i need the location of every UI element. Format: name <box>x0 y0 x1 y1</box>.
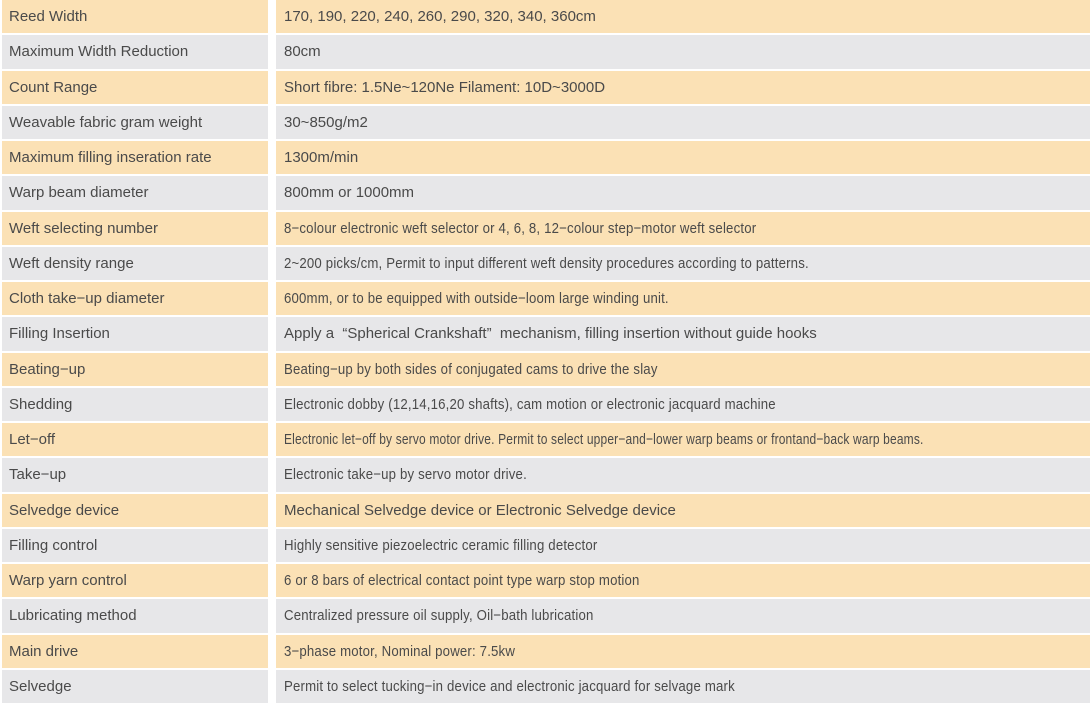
spec-value: Short fibre: 1.5Ne~120Ne Filament: 10D~3000D <box>284 78 606 96</box>
spec-value-cell <box>276 106 1090 139</box>
spec-label: Warp beam diameter <box>9 184 149 202</box>
table-row <box>0 670 1090 703</box>
spec-value: 6 or 8 bars of electrical contact point type warp stop motion <box>284 572 640 590</box>
table-row <box>0 423 1090 456</box>
spec-label-cell <box>2 388 268 421</box>
column-divider <box>268 458 276 491</box>
spec-label-cell <box>2 0 268 33</box>
spec-label: Lubricating method <box>9 607 137 625</box>
spec-value-cell <box>276 635 1090 668</box>
column-divider <box>268 529 276 562</box>
spec-label-cell <box>2 35 268 68</box>
spec-value: Beating−up by both sides of conjugated cams to drive the slay <box>284 360 658 378</box>
spec-label-cell <box>2 106 268 139</box>
spec-value: Electronic take−up by servo motor drive. <box>284 466 527 484</box>
spec-value: Highly sensitive piezoelectric ceramic filling detector <box>284 536 598 554</box>
column-divider <box>268 71 276 104</box>
column-divider <box>268 635 276 668</box>
column-divider <box>268 247 276 280</box>
spec-value: 3−phase motor, Nominal power: 7.5kw <box>284 642 516 660</box>
spec-value-cell <box>276 0 1090 33</box>
column-divider <box>268 282 276 315</box>
spec-value: Permit to select tucking−in device and electronic jacquard for selvage mark <box>284 677 735 695</box>
spec-value-cell <box>276 388 1090 421</box>
spec-value-cell <box>276 353 1090 386</box>
spec-label: Main drive <box>9 642 79 660</box>
column-divider <box>268 317 276 350</box>
spec-label: Beating−up <box>9 360 86 378</box>
table-row <box>0 353 1090 386</box>
spec-label: Weavable fabric gram weight <box>9 113 203 131</box>
spec-label-cell <box>2 247 268 280</box>
spec-label: Maximum filling inseration rate <box>9 149 212 167</box>
table-row <box>0 141 1090 174</box>
spec-label-cell <box>2 635 268 668</box>
spec-label: Weft density range <box>9 254 134 272</box>
column-divider <box>268 670 276 703</box>
spec-label: Let−off <box>9 431 56 449</box>
column-divider <box>268 0 276 33</box>
spec-label: Selvedge device <box>9 501 120 519</box>
spec-label: Maximum Width Reduction <box>9 43 189 61</box>
spec-label-cell <box>2 494 268 527</box>
spec-label-cell <box>2 282 268 315</box>
column-divider <box>268 212 276 245</box>
spec-value: Electronic dobby (12,14,16,20 shafts), cam motion or electronic jacquard machine <box>284 395 776 413</box>
table-row <box>0 388 1090 421</box>
spec-value-cell <box>276 212 1090 245</box>
spec-label-cell <box>2 564 268 597</box>
table-row <box>0 282 1090 315</box>
table-row <box>0 494 1090 527</box>
table-row <box>0 458 1090 491</box>
table-row <box>0 176 1090 209</box>
table-row <box>0 35 1090 68</box>
spec-label: Shedding <box>9 395 73 413</box>
spec-value-cell <box>276 458 1090 491</box>
spec-label-cell <box>2 353 268 386</box>
spec-value: Centralized pressure oil supply, Oil−bath lubrication <box>284 607 594 625</box>
column-divider <box>268 176 276 209</box>
spec-value-cell <box>276 176 1090 209</box>
spec-value-cell <box>276 141 1090 174</box>
table-row <box>0 635 1090 668</box>
spec-label: Weft selecting number <box>9 219 158 237</box>
table-row <box>0 0 1090 33</box>
spec-value: 80cm <box>284 43 321 61</box>
spec-label: Count Range <box>9 78 98 96</box>
spec-value-cell <box>276 564 1090 597</box>
spec-value: 30~850g/m2 <box>284 113 368 131</box>
spec-label-cell <box>2 458 268 491</box>
spec-value-cell <box>276 423 1090 456</box>
spec-label-cell <box>2 529 268 562</box>
table-row <box>0 599 1090 632</box>
spec-label-cell <box>2 317 268 350</box>
spec-label: Selvedge <box>9 677 72 695</box>
spec-value-cell <box>276 529 1090 562</box>
spec-label-cell <box>2 423 268 456</box>
spec-value-cell <box>276 494 1090 527</box>
spec-label: Warp yarn control <box>9 572 127 590</box>
column-divider <box>268 141 276 174</box>
spec-label-cell <box>2 212 268 245</box>
spec-value-cell <box>276 317 1090 350</box>
spec-value-cell <box>276 599 1090 632</box>
table-row <box>0 317 1090 350</box>
spec-label-cell <box>2 176 268 209</box>
spec-label-cell <box>2 670 268 703</box>
spec-label-cell <box>2 599 268 632</box>
spec-value: Electronic let−off by servo motor drive. Permit to select upper−and−lower warp beams or frontand−back warp beams. <box>284 431 924 449</box>
column-divider <box>268 599 276 632</box>
table-row <box>0 564 1090 597</box>
spec-label: Take−up <box>9 466 67 484</box>
spec-value-cell <box>276 670 1090 703</box>
table-row <box>0 71 1090 104</box>
column-divider <box>268 353 276 386</box>
spec-value-cell <box>276 247 1090 280</box>
spec-value-cell <box>276 282 1090 315</box>
spec-label: Cloth take−up diameter <box>9 290 165 308</box>
spec-value: 800mm or 1000mm <box>284 184 415 202</box>
table-row <box>0 212 1090 245</box>
spec-value: 2~200 picks/cm, Permit to input different weft density procedures according to patterns. <box>284 254 809 272</box>
spec-label-cell <box>2 141 268 174</box>
spec-value: 600mm, or to be equipped with outside−loom large winding unit. <box>284 290 669 308</box>
spec-value-cell <box>276 35 1090 68</box>
spec-value: 1300m/min <box>284 149 359 167</box>
column-divider <box>268 423 276 456</box>
column-divider <box>268 564 276 597</box>
spec-value: Mechanical Selvedge device or Electronic Selvedge device <box>284 501 676 519</box>
spec-label: Filling control <box>9 536 98 554</box>
spec-value: 170, 190, 220, 240, 260, 290, 320, 340, 360cm <box>284 8 596 26</box>
table-row <box>0 529 1090 562</box>
spec-label: Reed Width <box>9 8 88 26</box>
column-divider <box>268 35 276 68</box>
spec-label-cell <box>2 71 268 104</box>
spec-value-cell <box>276 71 1090 104</box>
spec-label: Filling Insertion <box>9 325 110 343</box>
table-row <box>0 106 1090 139</box>
table-row <box>0 247 1090 280</box>
spec-value: 8−colour electronic weft selector or 4, 6, 8, 12−colour step−motor weft selector <box>284 219 757 237</box>
column-divider <box>268 106 276 139</box>
spec-value: Apply a “Spherical Crankshaft” mechanism, filling insertion without guide hooks <box>284 325 817 343</box>
column-divider <box>268 388 276 421</box>
column-divider <box>268 494 276 527</box>
